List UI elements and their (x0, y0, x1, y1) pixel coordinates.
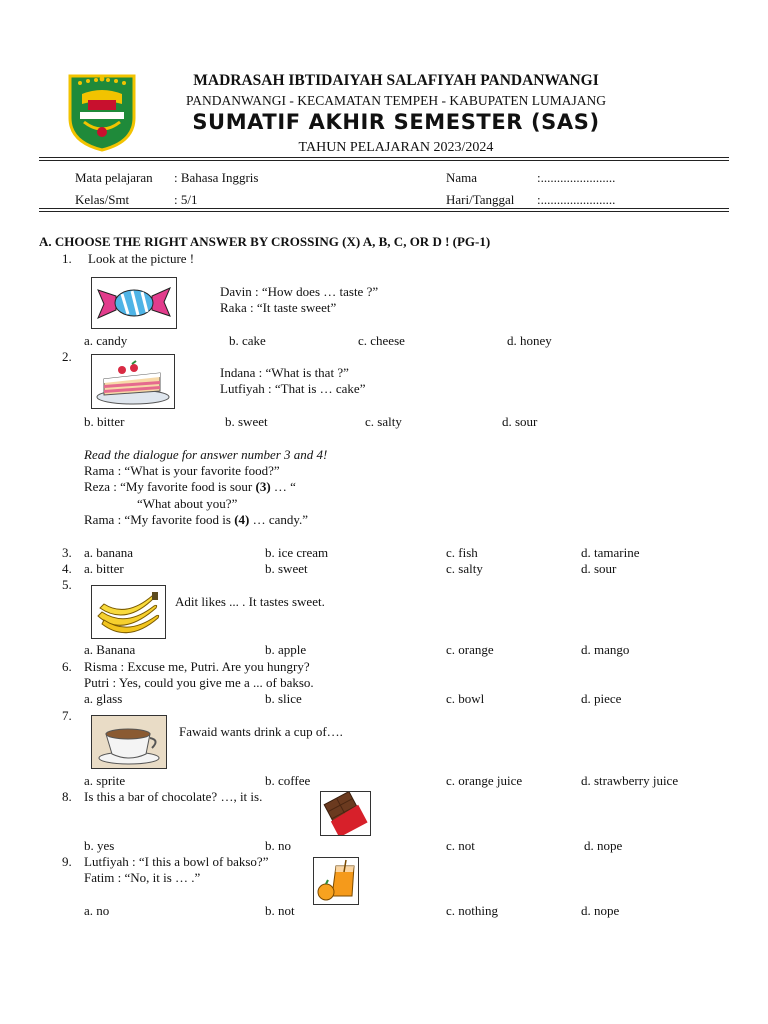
coffee-cup-picture (91, 715, 167, 769)
exam-title: SUMATIF AKHIR SEMESTER (SAS) (192, 110, 600, 134)
q9-option-a[interactable]: a. no (84, 903, 110, 918)
subject-label: Mata pelajaran (75, 170, 153, 185)
dialogue-line-2 (84, 479, 296, 495)
q1-text: Look at the picture ! (88, 251, 195, 266)
q7-option-a[interactable]: a. sprite (84, 773, 126, 788)
dialogue-line-4-end: … candy.” (249, 512, 309, 527)
school-name: MADRASAH IBTIDAIYAH SALAFIYAH PANDANWANGI (193, 72, 599, 89)
q9-dialogue-1: Lutfiyah : “I this a bowl of bakso?” (84, 854, 269, 869)
q8-option-b[interactable]: b. no (265, 838, 291, 853)
q8-number: 8. (62, 789, 72, 804)
header-rule-top-2 (39, 160, 729, 161)
q5-option-b[interactable]: b. apple (265, 642, 307, 657)
q1-option-a[interactable]: a. candy (84, 333, 128, 348)
chocolate-bar-picture (320, 791, 371, 836)
q2-dialogue-1: Indana : “What is that ?” (220, 365, 349, 380)
candy-picture (91, 277, 177, 329)
q5-option-d[interactable]: d. mango (581, 642, 630, 657)
blank-4-marker: (4) (234, 512, 250, 527)
date-label: Hari/Tanggal (446, 192, 515, 207)
dialogue-line-2-end: … “ (270, 479, 296, 494)
q5-text: Adit likes ... . It tastes sweet. (175, 594, 325, 609)
q4-option-b[interactable]: b. sweet (265, 561, 308, 576)
q4-number: 4. (62, 561, 72, 576)
q5-number: 5. (62, 577, 72, 592)
q6-option-b[interactable]: b. slice (265, 691, 302, 706)
q1-number: 1. (62, 251, 72, 266)
cake-picture (91, 354, 175, 409)
header-rule-top (39, 157, 729, 158)
q6-dialogue-1: Risma : Excuse me, Putri. Are you hungry? (84, 659, 310, 674)
q7-option-c[interactable]: c. orange juice (446, 773, 523, 788)
q1-option-b[interactable]: b. cake (229, 333, 266, 348)
name-label: Nama (446, 170, 478, 185)
class-value: : 5/1 (174, 192, 198, 207)
q2-option-d[interactable]: d. sour (502, 414, 538, 429)
q4-option-a[interactable]: a. bitter (84, 561, 124, 576)
q9-number: 9. (62, 854, 72, 869)
school-address: PANDANWANGI - KECAMATAN TEMPEH - KABUPATEN LUMAJANG (186, 93, 606, 108)
q7-option-d[interactable]: d. strawberry juice (581, 773, 679, 788)
q5-option-c[interactable]: c. orange (446, 642, 494, 657)
q2-option-b[interactable]: b. sweet (225, 414, 268, 429)
banana-picture (91, 585, 166, 639)
section-heading: A. CHOOSE THE RIGHT ANSWER BY CROSSING (X) A, B, C, OR D ! (PG-1) (39, 234, 491, 249)
q8-option-d[interactable]: d. nope (584, 838, 623, 853)
q3-option-d[interactable]: d. tamarine (581, 545, 640, 560)
dialogue-line-4-text: Rama : “My favorite food is (84, 512, 235, 527)
q1-dialogue-2: Raka : “It taste sweet” (220, 300, 337, 315)
q1-dialogue-1: Davin : “How does … taste ?” (220, 284, 379, 299)
blank-3-marker: (3) (255, 479, 271, 494)
q6-number: 6. (62, 659, 72, 674)
q9-dialogue-2: Fatim : “No, it is … .” (84, 870, 201, 885)
q1-option-d[interactable]: d. honey (507, 333, 552, 348)
q6-option-d[interactable]: d. piece (581, 691, 622, 706)
q8-text: Is this a bar of chocolate? …, it is. (84, 789, 263, 804)
academic-year: TAHUN PELAJARAN 2023/2024 (298, 140, 494, 155)
name-field[interactable]: :....................... (537, 170, 616, 185)
q2-option-a[interactable]: b. bitter (84, 414, 125, 429)
q9-option-c[interactable]: c. nothing (446, 903, 498, 918)
dialogue-line-2-text: Reza : “My favorite food is sour (84, 479, 256, 494)
date-field[interactable]: :....................... (537, 192, 616, 207)
q4-option-c[interactable]: c. salty (446, 561, 483, 576)
info-rule-bottom-2 (39, 211, 729, 212)
q3-option-a[interactable]: a. banana (84, 545, 134, 560)
q4-option-d[interactable]: d. sour (581, 561, 617, 576)
q9-option-b[interactable]: b. not (265, 903, 295, 918)
subject-value: : Bahasa Inggris (174, 170, 259, 185)
q2-dialogue-2: Lutfiyah : “That is … cake” (220, 381, 366, 396)
q3-option-b[interactable]: b. ice cream (265, 545, 329, 560)
q6-option-a[interactable]: a. glass (84, 691, 123, 706)
q1-option-c[interactable]: c. cheese (358, 333, 405, 348)
q3-option-c[interactable]: c. fish (446, 545, 478, 560)
dialogue-intro: Read the dialogue for answer number 3 and 4! (84, 447, 328, 462)
q6-option-c[interactable]: c. bowl (446, 691, 485, 706)
q2-option-c[interactable]: c. salty (365, 414, 402, 429)
q8-option-a[interactable]: b. yes (84, 838, 115, 853)
class-label: Kelas/Smt (75, 192, 130, 207)
q8-option-c[interactable]: c. not (446, 838, 475, 853)
q5-option-a[interactable]: a. Banana (84, 642, 136, 657)
orange-juice-picture (313, 857, 359, 905)
q2-number: 2. (62, 349, 72, 364)
q3-number: 3. (62, 545, 72, 560)
q6-dialogue-2: Putri : Yes, could you give me a ... of bakso. (84, 675, 314, 690)
q7-text: Fawaid wants drink a cup of…. (179, 724, 343, 739)
dialogue-line-3: “What about you?” (137, 496, 238, 511)
dialogue-line-4 (84, 512, 308, 528)
dialogue-line-1: Rama : “What is your favorite food?” (84, 463, 280, 478)
q7-number: 7. (62, 708, 72, 723)
q9-option-d[interactable]: d. nope (581, 903, 620, 918)
info-rule-bottom (39, 208, 729, 209)
q7-option-b[interactable]: b. coffee (265, 773, 311, 788)
